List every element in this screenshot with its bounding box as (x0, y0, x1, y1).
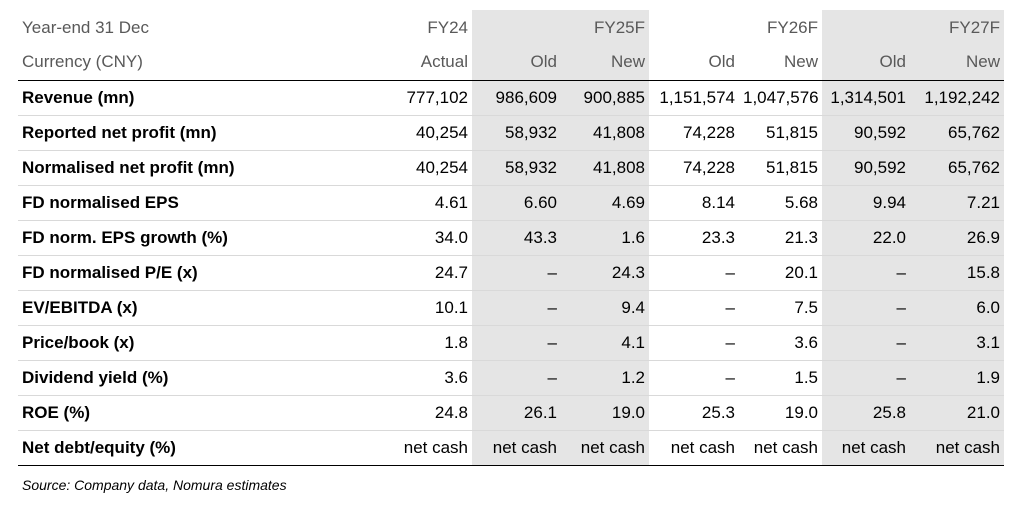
value-cell: 43.3 (472, 220, 561, 255)
value-cell: – (822, 325, 910, 360)
value-cell: 1,314,501 (822, 80, 910, 115)
value-cell: 19.0 (561, 395, 649, 430)
value-cell: 6.0 (910, 290, 1004, 325)
header-cell (822, 10, 910, 45)
value-cell: 26.1 (472, 395, 561, 430)
value-cell: 40,254 (388, 115, 472, 150)
value-cell: – (822, 255, 910, 290)
row-label: Normalised net profit (mn) (18, 150, 388, 185)
row-label: Dividend yield (%) (18, 360, 388, 395)
value-cell: 90,592 (822, 115, 910, 150)
value-cell: 74,228 (649, 115, 739, 150)
value-cell: 8.14 (649, 185, 739, 220)
value-cell: 21.3 (739, 220, 822, 255)
value-cell: – (822, 290, 910, 325)
value-cell: 6.60 (472, 185, 561, 220)
row-label: Net debt/equity (%) (18, 430, 388, 465)
value-cell: – (472, 325, 561, 360)
value-cell: 1.8 (388, 325, 472, 360)
value-cell: 74,228 (649, 150, 739, 185)
estimates-table (18, 10, 1004, 466)
header-cell: FY25F (561, 10, 649, 45)
value-cell: 41,808 (561, 115, 649, 150)
row-label: ROE (%) (18, 395, 388, 430)
value-cell: 25.3 (649, 395, 739, 430)
table-row (18, 325, 1004, 360)
value-cell: – (649, 255, 739, 290)
table-row (18, 395, 1004, 430)
value-cell: – (472, 290, 561, 325)
value-cell: 986,609 (472, 80, 561, 115)
value-cell: net cash (822, 430, 910, 465)
table-row (18, 290, 1004, 325)
value-cell: 777,102 (388, 80, 472, 115)
value-cell: 4.61 (388, 185, 472, 220)
value-cell: 40,254 (388, 150, 472, 185)
row-label: Revenue (mn) (18, 80, 388, 115)
value-cell: – (472, 360, 561, 395)
row-label: FD norm. EPS growth (%) (18, 220, 388, 255)
table-row (18, 185, 1004, 220)
source-note: Source: Company data, Nomura estimates (22, 477, 287, 493)
value-cell: 7.5 (739, 290, 822, 325)
value-cell: net cash (561, 430, 649, 465)
value-cell: net cash (910, 430, 1004, 465)
value-cell: net cash (472, 430, 561, 465)
value-cell: – (822, 360, 910, 395)
value-cell: 9.94 (822, 185, 910, 220)
table-row (18, 115, 1004, 150)
table-row (18, 360, 1004, 395)
value-cell: 3.6 (739, 325, 822, 360)
value-cell: 65,762 (910, 115, 1004, 150)
header-cell: Year-end 31 Dec (22, 17, 149, 37)
header-cell: Old (822, 45, 910, 80)
value-cell: 58,932 (472, 115, 561, 150)
header-cell: Old (649, 45, 739, 80)
value-cell: 15.8 (910, 255, 1004, 290)
row-label: FD normalised EPS (18, 185, 388, 220)
value-cell: 26.9 (910, 220, 1004, 255)
value-cell: 20.1 (739, 255, 822, 290)
value-cell: 10.1 (388, 290, 472, 325)
row-label: FD normalised P/E (x) (18, 255, 388, 290)
value-cell: 24.3 (561, 255, 649, 290)
table-body (18, 10, 1004, 465)
row-label: Price/book (x) (18, 325, 388, 360)
header-cell (649, 10, 739, 45)
value-cell: 19.0 (739, 395, 822, 430)
value-cell: 9.4 (561, 290, 649, 325)
value-cell: 34.0 (388, 220, 472, 255)
header-cell (472, 10, 561, 45)
value-cell: 1,047,576 (739, 80, 822, 115)
value-cell: 24.8 (388, 395, 472, 430)
value-cell: net cash (739, 430, 822, 465)
value-cell: 1.2 (561, 360, 649, 395)
value-cell: 900,885 (561, 80, 649, 115)
table-row (18, 430, 1004, 465)
header-cell: FY24 (427, 17, 468, 37)
header-cell: Currency (CNY) (18, 45, 388, 80)
header-cell: New (561, 45, 649, 80)
value-cell: 4.1 (561, 325, 649, 360)
value-cell: 23.3 (649, 220, 739, 255)
value-cell: 3.1 (910, 325, 1004, 360)
value-cell: – (649, 290, 739, 325)
row-label: EV/EBITDA (x) (18, 290, 388, 325)
value-cell: 1,151,574 (649, 80, 739, 115)
header-cell: FY27F (910, 10, 1004, 45)
row-label: Reported net profit (mn) (18, 115, 388, 150)
value-cell: 58,932 (472, 150, 561, 185)
value-cell: 90,592 (822, 150, 910, 185)
value-cell: – (649, 325, 739, 360)
value-cell: 65,762 (910, 150, 1004, 185)
value-cell: 4.69 (561, 185, 649, 220)
value-cell: 24.7 (388, 255, 472, 290)
value-cell: 5.68 (739, 185, 822, 220)
table-row (18, 255, 1004, 290)
value-cell: 41,808 (561, 150, 649, 185)
value-cell: – (472, 255, 561, 290)
value-cell: 1.6 (561, 220, 649, 255)
header-cell: Actual (388, 45, 472, 80)
value-cell: 3.6 (388, 360, 472, 395)
table-row (18, 80, 1004, 115)
header-cell: FY26F (766, 17, 818, 37)
header-cell: Old (472, 45, 561, 80)
header-row-basis (18, 45, 1004, 80)
value-cell: net cash (388, 430, 472, 465)
value-cell: 1.9 (910, 360, 1004, 395)
value-cell: 7.21 (910, 185, 1004, 220)
value-cell: 51,815 (739, 115, 822, 150)
value-cell: 21.0 (910, 395, 1004, 430)
header-cell: New (910, 45, 1004, 80)
value-cell: 25.8 (822, 395, 910, 430)
value-cell: 22.0 (822, 220, 910, 255)
value-cell: 1.5 (739, 360, 822, 395)
header-cell: New (739, 45, 822, 80)
header-row-years (18, 10, 1004, 45)
value-cell: – (649, 360, 739, 395)
table-row (18, 220, 1004, 255)
value-cell: 51,815 (739, 150, 822, 185)
value-cell: net cash (649, 430, 739, 465)
value-cell: 1,192,242 (910, 80, 1004, 115)
table-row (18, 150, 1004, 185)
